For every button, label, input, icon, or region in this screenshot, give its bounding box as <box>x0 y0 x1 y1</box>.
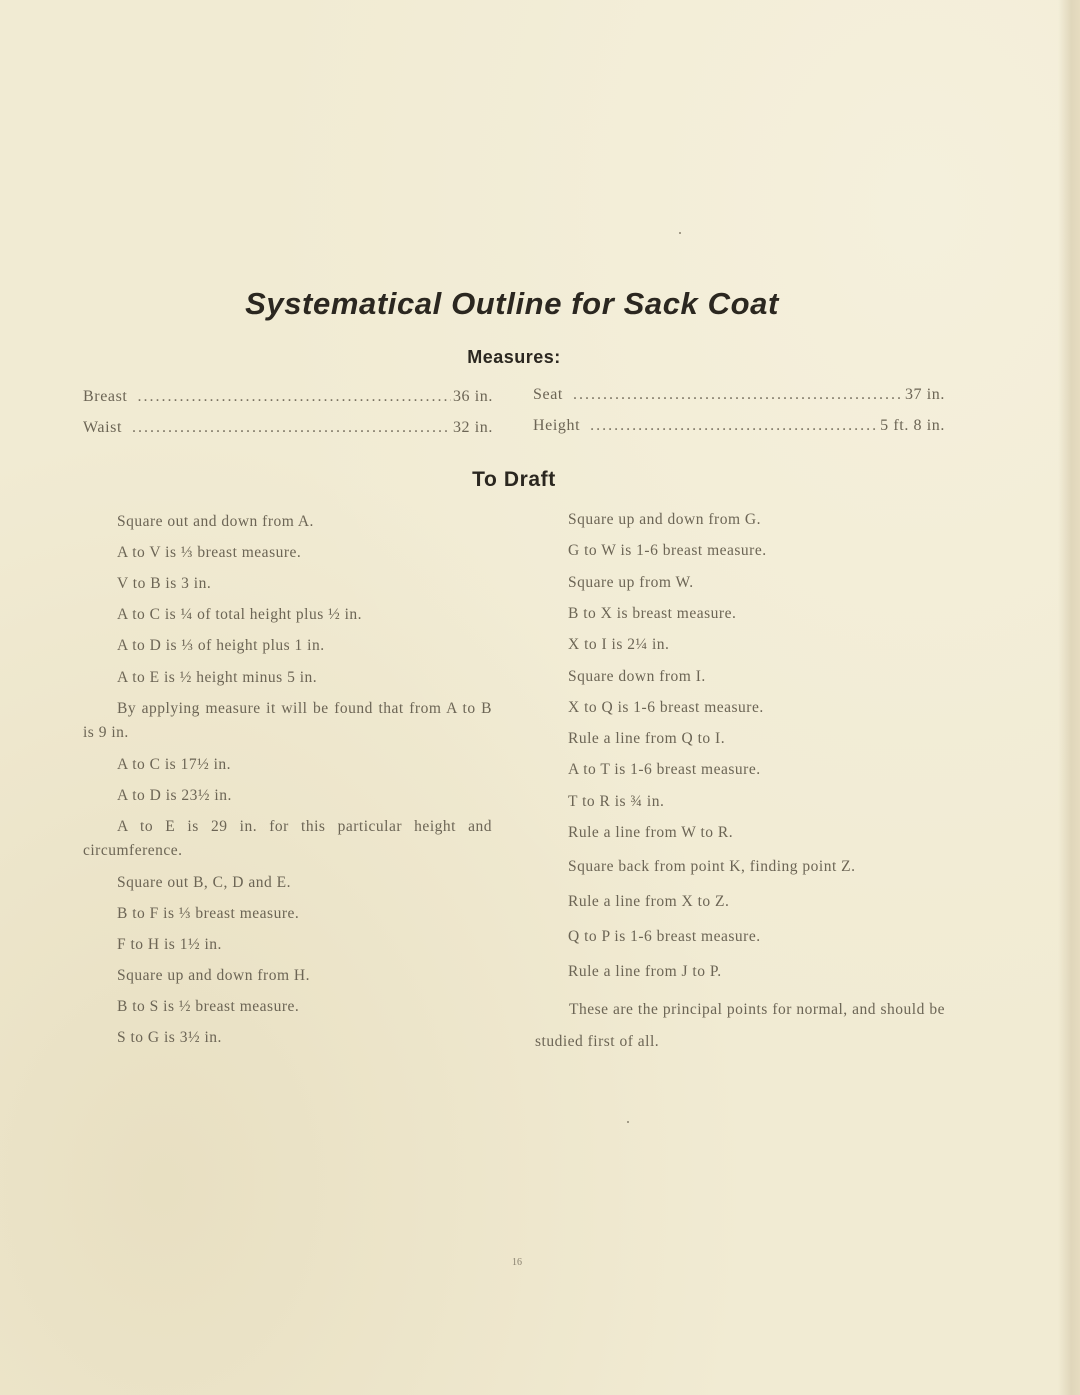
draft-paragraph: These are the principal points for normal, and should be studied first of all. <box>535 1001 945 1050</box>
draft-step: Square up and down from H. <box>117 967 310 984</box>
draft-heading: To Draft <box>472 468 556 491</box>
draft-step: Q to P is 1-6 breast measure. <box>568 928 761 945</box>
draft-step: A to V is ⅓ breast measure. <box>117 544 302 561</box>
draft-step: Square down from I. <box>568 668 706 685</box>
draft-step: T to R is ¾ in. <box>568 793 665 810</box>
draft-step: Rule a line from Q to I. <box>568 730 726 747</box>
measure-value: 37 in. <box>904 386 945 403</box>
leader-dots <box>573 386 903 404</box>
draft-step: X to I is 2¼ in. <box>568 636 670 653</box>
draft-step: Square back from point K, finding point Z. <box>568 858 856 875</box>
draft-step: B to S is ½ breast measure. <box>117 998 300 1015</box>
draft-step: Square up from W. <box>568 574 694 591</box>
draft-step: A to D is ⅓ of height plus 1 in. <box>117 637 325 654</box>
leader-dots <box>132 419 451 437</box>
draft-step: B to F is ⅓ breast measure. <box>117 905 300 922</box>
draft-paragraph: By applying measure it will be found that from A to B is 9 in. <box>83 700 492 741</box>
measure-label: Seat <box>533 386 563 403</box>
draft-step: A to E is ½ height minus 5 in. <box>117 669 318 686</box>
draft-step: A to C is ¼ of total height plus ½ in. <box>117 606 363 623</box>
measure-row-breast <box>83 388 493 406</box>
draft-step: X to Q is 1-6 breast measure. <box>568 699 764 716</box>
measure-value: 32 in. <box>452 419 493 436</box>
paper-speck <box>627 1121 629 1123</box>
draft-step: A to C is 17½ in. <box>117 756 232 773</box>
paper-speck <box>679 232 681 234</box>
draft-step: V to B is 3 in. <box>117 575 212 592</box>
draft-step: S to G is 3½ in. <box>117 1029 222 1046</box>
page-edge-shadow <box>1058 0 1080 1395</box>
draft-step: Rule a line from X to Z. <box>568 893 730 910</box>
measures-heading: Measures: <box>467 347 561 367</box>
measure-row-height <box>533 417 945 435</box>
page-title: Systematical Outline for Sack Coat <box>245 286 779 321</box>
draft-step: G to W is 1-6 breast measure. <box>568 542 767 559</box>
measure-label: Height <box>533 417 581 434</box>
draft-paragraph: A to E is 29 in. for this particular height and circumference. <box>83 818 492 859</box>
draft-step: A to D is 23½ in. <box>117 787 232 804</box>
measure-label: Waist <box>83 419 123 436</box>
measure-label: Breast <box>83 388 128 405</box>
draft-step: Square out and down from A. <box>117 513 314 530</box>
measure-value: 5 ft. 8 in. <box>880 417 945 434</box>
page-number: 16 <box>512 1257 522 1268</box>
draft-step: B to X is breast measure. <box>568 605 737 622</box>
leader-dots <box>590 417 878 435</box>
draft-step: Rule a line from W to R. <box>568 824 734 841</box>
measure-value: 36 in. <box>452 388 493 405</box>
draft-step: Rule a line from J to P. <box>568 963 722 980</box>
draft-step: F to H is 1½ in. <box>117 936 222 953</box>
draft-step: A to T is 1-6 breast measure. <box>568 761 761 778</box>
measure-row-waist <box>83 419 493 437</box>
leader-dots <box>137 388 450 406</box>
measure-row-seat <box>533 386 945 404</box>
draft-step: Square out B, C, D and E. <box>117 874 291 891</box>
draft-step: Square up and down from G. <box>568 511 761 528</box>
